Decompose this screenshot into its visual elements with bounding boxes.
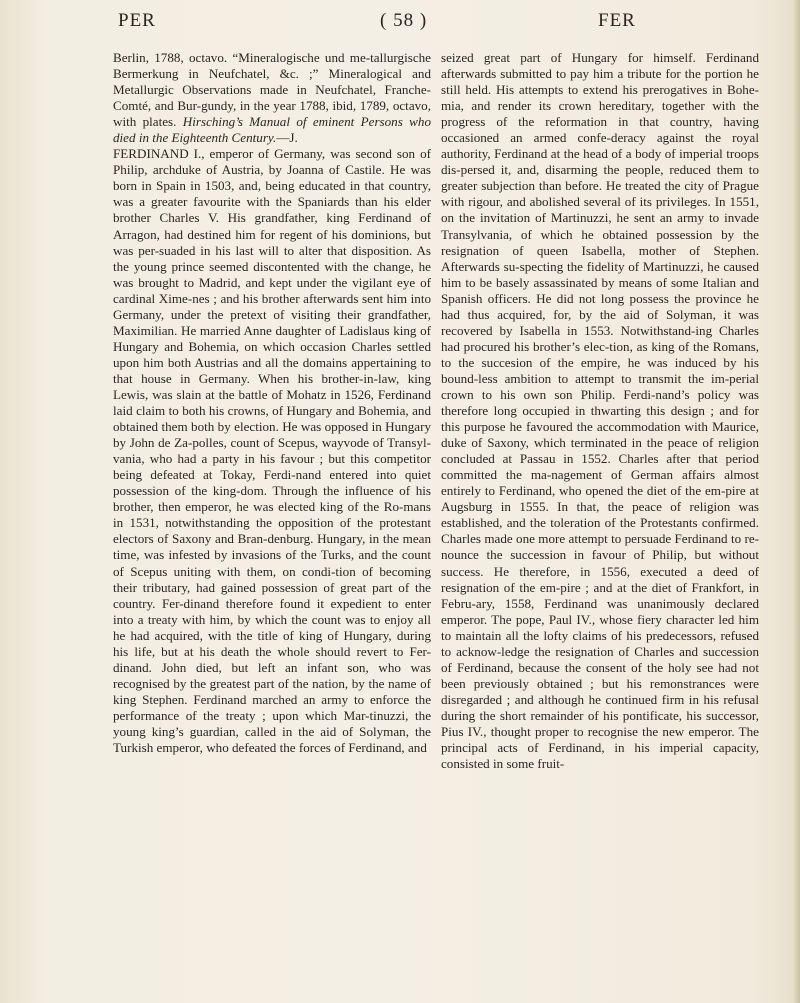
reference-end: —J. (276, 130, 298, 146)
running-header (0, 10, 800, 40)
right-column (441, 50, 759, 772)
page-edge-shadow (792, 0, 800, 1003)
entry-ferdinand-i (113, 146, 431, 756)
page-number: ( 58 ) (380, 10, 428, 31)
header-left-word: PER (118, 10, 156, 31)
left-column (113, 50, 431, 756)
entry-headword: FERDINAND I., (113, 146, 205, 162)
reference-citation: Hirsching’s Manual of eminent Persons who died in the Eighteenth Century. (113, 114, 431, 146)
entry-body-continued: seized great part of Hungary for himself. Ferdinand afterwards submitted to pay him a tribute for the portion he still held. His attempts to extend his prerogatives in Bohe-mia, and render its crown hereditary, together with the progress of the reformation in that country, having occasioned an armed confe-deracy against the royal authority, Ferdinand at the head of a body of imperial troops dis-persed it, and, disarming the people, reduced them to greater subjection than before. He treated the city of Prague with rigour, and abolished several of its privileges. In 1551, on the invitation of Martinuzzi, he sent an army to invade Transylvania, of which he obtained possession by the resignation of queen Isabella, mother of Stephen. Afterwards su-specting the fidelity of Martinuzzi, he caused him to be basely assassinated by means of some Italian and Spanish officers. He did not long possess the province he had thus acquired, for, by the aid of Solyman, it was recovered by Isabella in 1553. Notwithstand-ing Charles had procured his brother’s elec-tion, as king of the Romans, to the succesion of the empire, he was induced by his bound-less ambition to attempt to transmit the im-perial crown to his own son Philip. Ferdi-nand’s policy was therefore long occupied in thwarting this design ; and for this purpose he favoured the accommodation with Maurice, duke of Saxony, which terminated in the peace of religion concluded at Passau in 1552. Charles after that period committed the ma-nagement of German affairs almost entirely to Ferdinand, who opened the diet of the em-pire at Augsburg in 1555. In that, the peace of religion was established, and the toleration of the Protestants confirmed. Charles made one more attempt to persuade Ferdinand to re-nounce the succession in favour of Philip, but without success. He therefore, in 1556, executed a deed of resignation of the em-pire ; and at the diet of Frankfort, in Febru-ary, 1558, Ferdinand was unanimously declared emperor. The pope, Paul IV., whose fiery character led him to maintain all the lofty claims of his predecessors, refused to acknow-ledge the resignation of Charles and succession of Ferdinand, because the consent of the holy see had not been previously obtained ; but his remonstrances were disregarded ; and although he continued firm in his refusal during the short remainder of his pontificate, his successor, Pius IV., thought proper to recognise the new emperor. The principal acts of Ferdinand, in his imperial capacity, consisted in some fruit- (441, 50, 759, 772)
header-right-word: FER (598, 10, 636, 31)
entry-body: emperor of Germany, was second son of Philip, archduke of Austria, by Joanna of Castile. He was born in Spain in 1503, and, being educated in that country, was a greater favourite with the Spaniards than his elder brother Charles V. His grandfather, king Ferdinand of Arragon, had destined him for regent of his dominions, but was per-suaded in his last will to alter that disposition. As the young prince seemed discontented with the change, he was brought to Madrid, and kept under the vigilant eye of cardinal Xime-nes ; and his brother afterwards sent him into Germany, under the pretext of visiting their grandfather, Maximilian. He married Anne daughter of Ladislaus king of Hungary and Bohemia, on which occasion Charles settled upon him both Austrias and all the domains appertaining to that house in Germany. When his brother-in-law, king Lewis, was slain at the battle of Mohatz in 1526, Ferdinand laid claim to both his crowns, of Hungary and Bohemia, and obtained them both by election. He was opposed in Hungary by John de Za-polles, count of Scepus, wayvode of Transyl-vania, who had a party in his favour ; but this competitor being defeated at Tokay, Ferdi-nand entered into quiet possession of the king-dom. Through the influence of his brother, then emperor, he was elected king of the Ro-mans in 1531, notwithstanding the opposition of the protestant electors of Saxony and Bran-denburg. Hungary, in the mean time, was infested by invasions of the Turks, and the count of Scepus uniting with them, on condi-tion of becoming their tributary, had gained possession of great part of the country. Fer-dinand therefore found it expedient to enter into a treaty with him, by which the count was to enjoy all he had acquired, with the title of king of Hungary, during his life, but at his death the whole should revert to Fer-dinand. John died, but left an infant son, who was recognised by the greatest part of the nation, by the name of king Stephen. Ferdinand marched an army to enforce the performance of the treaty ; upon which Mar-tinuzzi, the young king’s guardian, called in the aid of Solyman, the Turkish emperor, who defeated the forces of Ferdinand, and (113, 146, 431, 756)
entry-continuation (113, 50, 431, 146)
entry-continuation-text: Berlin, 1788, octavo. “Mineralogische und me-tallurgische Bermerkung in Neufchatel, &c. ;” Mineralogical and Metallurgic Observations made in Neufchatel, Franche-Comté, and Bur-gundy, in the year 1788, ibid, 1789, octavo, with plates. (113, 50, 431, 130)
